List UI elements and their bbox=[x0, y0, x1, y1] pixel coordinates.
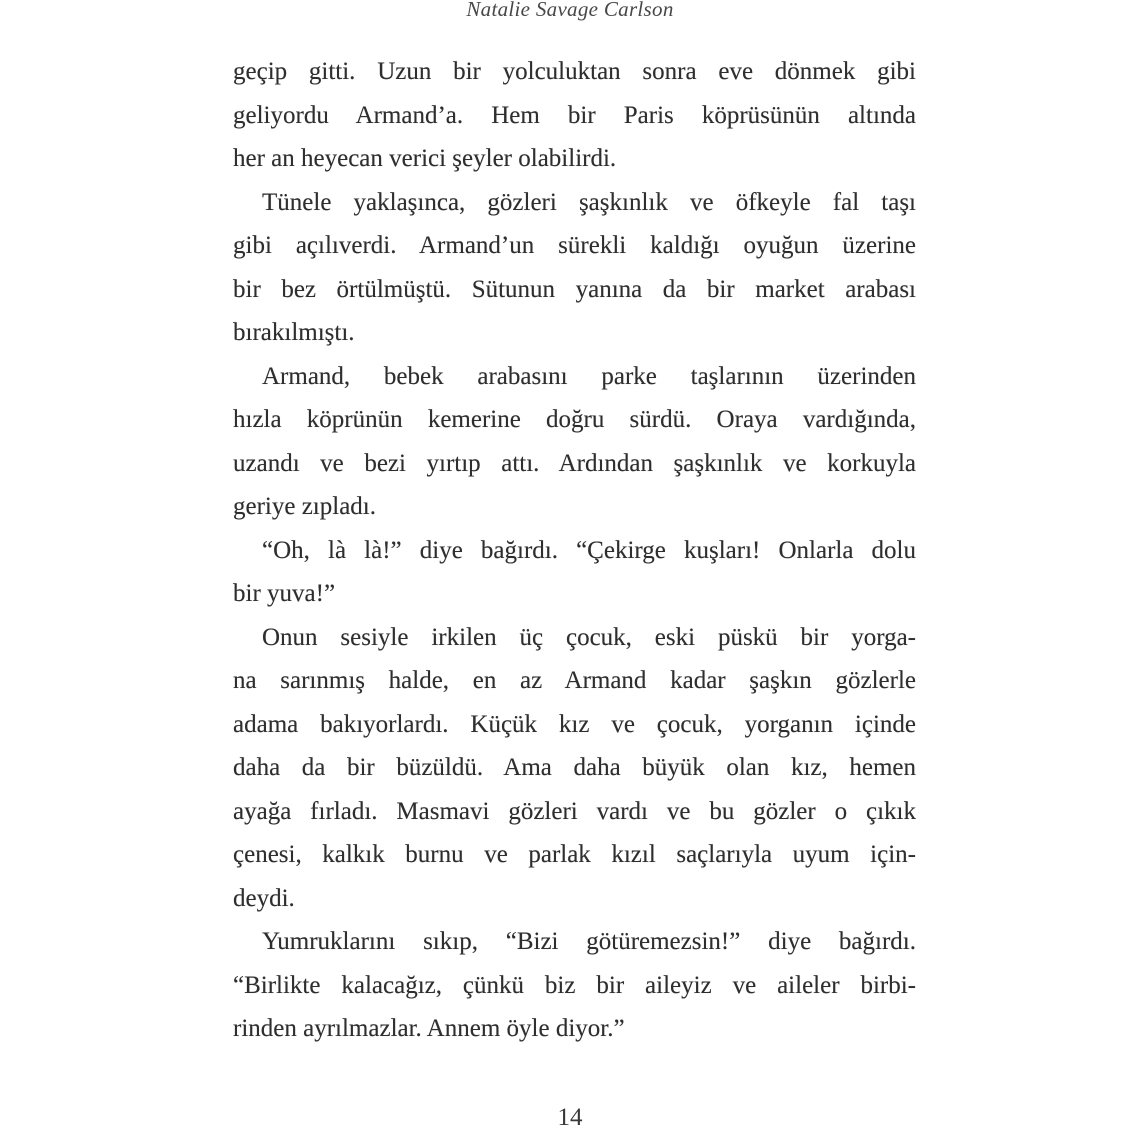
text-line: geriye zıpladı. bbox=[233, 493, 376, 520]
text-line: daha da bir büzüldü. Ama daha büyük olan kız, hemen bbox=[233, 754, 916, 781]
text-line: uzandı ve bezi yırtıp attı. Ardından şaşkınlık ve korkuyla bbox=[233, 449, 916, 477]
text-line: hızla köprünün kemerine doğru sürdü. Oraya vardığında, bbox=[233, 406, 916, 433]
text-line: bir yuva!” bbox=[233, 580, 336, 607]
text-line: deydi. bbox=[233, 884, 295, 912]
text-line: bırakılmıştı. bbox=[233, 319, 355, 346]
page-number: 14 bbox=[557, 1104, 583, 1131]
text-line: çenesi, kalkık burnu ve parlak kızıl saçlarıyla uyum için- bbox=[233, 841, 916, 868]
text-line: her an heyecan verici şeyler olabilirdi. bbox=[233, 145, 617, 172]
text-line: Tünele yaklaşınca, gözleri şaşkınlık ve öfkeyle fal taşı bbox=[262, 188, 916, 216]
text-line: na sarınmış halde, en az Armand kadar şaşkın gözlerle bbox=[233, 667, 916, 694]
text-line: “Oh, là là!” diye bağırdı. “Çekirge kuşları! Onlarla dolu bbox=[262, 536, 916, 564]
text-line: gibi açılıverdi. Armand’un sürekli kaldığı oyuğun üzerine bbox=[233, 232, 916, 259]
text-line: adama bakıyorlardı. Küçük kız ve çocuk, yorganın içinde bbox=[233, 710, 916, 738]
text-line: Onun sesiyle irkilen üç çocuk, eski püskü bir yorga- bbox=[262, 623, 916, 651]
text-line: “Birlikte kalacağız, çünkü biz bir aileyiz ve aileler birbi- bbox=[233, 971, 916, 999]
text-line: ayağa fırladı. Masmavi gözleri vardı ve bu gözler o çıkık bbox=[233, 797, 916, 825]
paragraph bbox=[233, 50, 916, 181]
running-header bbox=[0, 0, 1140, 22]
page-footer bbox=[0, 1104, 1140, 1132]
text-line: Armand, bebek arabasını parke taşlarının üzerinden bbox=[262, 362, 916, 390]
page-body bbox=[233, 50, 916, 1051]
running-header-author: Natalie Savage Carlson bbox=[466, 0, 674, 21]
paragraph bbox=[233, 616, 916, 921]
text-line: rinden ayrılmazlar. Annem öyle diyor.” bbox=[233, 1015, 625, 1042]
text-line: Yumruklarını sıkıp, “Bizi götüremezsin!” diye bağırdı. bbox=[262, 928, 916, 955]
paragraph bbox=[233, 529, 916, 616]
text-line: bir bez örtülmüştü. Sütunun yanına da bir market arabası bbox=[233, 275, 916, 303]
text-line: geliyordu Armand’a. Hem bir Paris köprüsünün altında bbox=[233, 101, 916, 129]
paragraph bbox=[233, 920, 916, 1051]
paragraph bbox=[233, 355, 916, 529]
paragraph bbox=[233, 181, 916, 355]
text-line: geçip gitti. Uzun bir yolculuktan sonra eve dönmek gibi bbox=[233, 58, 916, 85]
